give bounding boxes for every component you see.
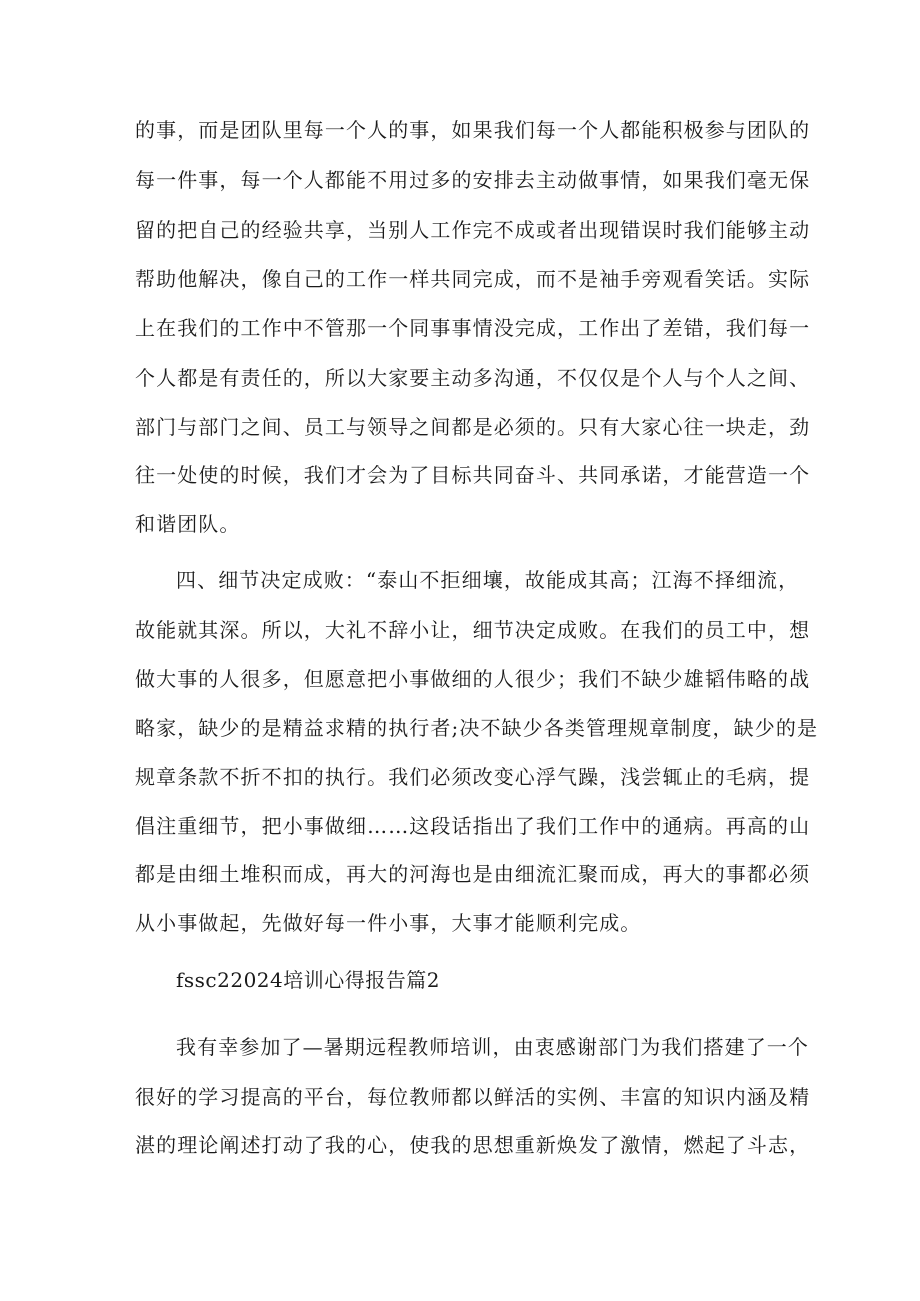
text-line: 规章条款不折不扣的执行。我们必须改变心浮气躁，浅尝辄止的毛病，提 [135, 765, 811, 789]
text-line: 略家，缺少的是精益求精的执行者;决不缺少各类管理规章制度，缺少的是 [135, 716, 819, 740]
text-line: 故能就其深。所以，大礼不辞小让，细节决定成败。在我们的员工中，想 [135, 618, 811, 642]
text-line: 都是由细土堆积而成，再大的河海也是由细流汇聚而成，再大的事都必须 [135, 862, 811, 886]
text-line: 四、细节决定成败：“泰山不拒细壤，故能成其高；江海不择细流， [176, 568, 800, 592]
text-line: 倡注重细节，把小事做细……这段话指出了我们工作中的通病。再高的山 [135, 814, 811, 838]
text-line: 的事，而是团队里每一个人的事，如果我们每一个人都能积极参与团队的 [135, 118, 811, 142]
section-heading: fssc22024培训心得报告篇2 [176, 968, 440, 992]
text-line: 做大事的人很多，但愿意把小事做细的人很少；我们不缺少雄韬伟略的战 [135, 667, 811, 691]
text-line: 帮助他解决，像自己的工作一样共同完成，而不是袖手旁观看笑话。实际 [135, 267, 811, 291]
text-line: 上在我们的工作中不管那一个同事事情没完成，工作出了差错，我们每一 [135, 316, 811, 340]
text-line: 每一件事，每一个人都能不用过多的安排去主动做事情，如果我们毫无保 [135, 168, 811, 192]
text-line: 我有幸参加了—暑期远程教师培训，由衷感谢部门为我们搭建了一个 [176, 1035, 809, 1059]
text-line: 个人都是有责任的，所以大家要主动多沟通，不仅仅是个人与个人之间、 [135, 366, 811, 390]
text-line: 部门与部门之间、员工与领导之间都是必须的。只有大家心往一块走，劲 [135, 415, 811, 439]
text-line: 留的把自己的经验共享，当别人工作完不成或者出现错误时我们能够主动 [135, 218, 811, 242]
text-line: 和谐团队。 [135, 512, 241, 536]
text-line: 很好的学习提高的平台，每位教师都以鲜活的实例、丰富的知识内涵及精 [135, 1085, 811, 1109]
text-line: 往一处使的时候，我们才会为了目标共同奋斗、共同承诺，才能营造一个 [135, 463, 811, 487]
text-line: 湛的理论阐述打动了我的心，使我的思想重新焕发了激情，燃起了斗志， [135, 1133, 811, 1157]
text-line: 从小事做起，先做好每一件小事，大事才能顺利完成。 [135, 911, 642, 935]
